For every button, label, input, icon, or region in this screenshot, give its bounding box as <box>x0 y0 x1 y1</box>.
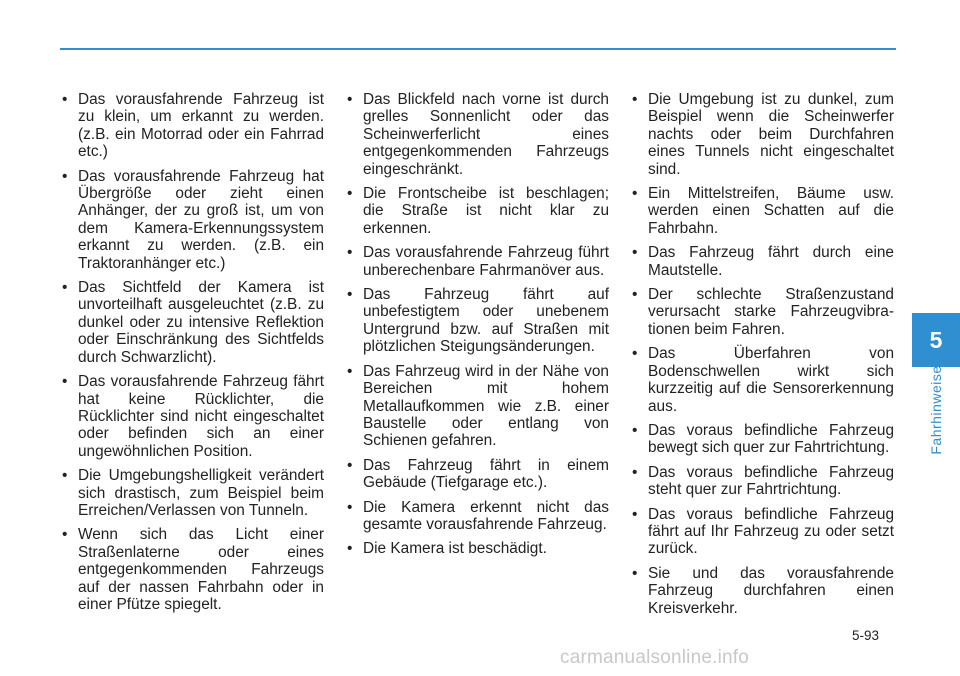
bullet-icon: • <box>62 373 68 391</box>
bullet-icon: • <box>347 244 353 262</box>
list-item <box>347 457 609 492</box>
list-item <box>632 91 894 178</box>
page-number: 5-93 <box>852 628 880 643</box>
bullet-icon: • <box>347 91 353 108</box>
list-item <box>62 526 324 613</box>
list-item-text: Das vorausfahrende Fahrzeug fährt hat keine Rücklichter, die Rücklichter sind nicht eingeschaltet oder befinden sich an einer ungewöhnlichen Position. <box>78 373 324 460</box>
list-item <box>62 279 324 366</box>
list-item <box>632 185 894 237</box>
bullet-icon: • <box>632 244 638 262</box>
list-item-text: Das Fahrzeug wird in der Nähe von Bereichen mit hohem Metallaufkommen wie z.B. einer Baustelle oder entlang von Schienen gefahren. <box>363 362 609 450</box>
text-column-2 <box>347 91 609 565</box>
list-item-text: Die Kamera erkennt nicht das gesamte vorausfahrende Fahrzeug. <box>363 498 609 533</box>
list-item <box>347 244 609 279</box>
bullet-icon: • <box>347 456 353 474</box>
list-item-text: Das Überfahren von Bodenschwellen wirkt sich kurzzeitig auf die Sensorerkennung aus. <box>648 345 894 415</box>
list-item <box>347 185 609 237</box>
list-item <box>347 363 609 450</box>
bullet-icon: • <box>632 463 638 481</box>
list-item-text: Das Fahrzeug fährt auf unbefestigtem oder unebenem Untergrund bzw. auf Straßen mit plötzlichen Steigungsänderungen. <box>363 286 609 356</box>
bullet-icon: • <box>632 505 638 523</box>
list-item-text: Das vorausfahrende Fahrzeug ist zu klein, um erkannt zu werden. (z.B. ein Motorrad oder ein Fahrrad etc.) <box>78 91 324 161</box>
bullet-icon: • <box>62 167 68 185</box>
bullet-icon: • <box>632 564 638 582</box>
bullet-icon: • <box>62 279 68 297</box>
list-item-text: Die Frontscheibe ist beschlagen; die Straße ist nicht klar zu erkennen. <box>363 185 609 237</box>
text-column-1 <box>62 91 324 620</box>
list-item <box>62 168 324 272</box>
list-item-text: Das voraus befindliche Fahrzeug steht quer zur Fahrtrichtung. <box>648 463 894 499</box>
list-item-text: Ein Mittelstreifen, Bäume usw. werden einen Schatten auf die Fahrbahn. <box>648 185 894 237</box>
list-item-text: Das Fahrzeug fährt durch eine Mautstelle. <box>648 244 894 279</box>
list-item <box>62 91 324 161</box>
bullet-icon: • <box>632 421 638 439</box>
bullet-icon: • <box>347 185 353 203</box>
list-item-text: Die Umgebungshelligkeit verändert sich drastisch, zum Beispiel beim Erreichen/Verlassen von Tunneln. <box>78 467 324 519</box>
list-item <box>347 540 609 557</box>
list-item <box>347 499 609 534</box>
bullet-icon: • <box>62 467 68 485</box>
chapter-label: Fahrhinweise <box>928 365 944 455</box>
list-item <box>632 464 894 499</box>
list-item <box>632 286 894 338</box>
bullet-icon: • <box>347 540 353 558</box>
bullet-icon: • <box>632 91 638 108</box>
list-item-text: Das vorausfahrende Fahrzeug führt unberechenbare Fahrmanöver aus. <box>363 244 609 279</box>
bullet-icon: • <box>347 362 353 380</box>
list-item <box>632 506 894 558</box>
list-item-text: Die Umgebung ist zu dunkel, zum Beispiel wenn die Scheinwerfer nachts oder beim Durchfahren eines Tunnels nicht eingeschaltet sind. <box>648 91 894 178</box>
text-column-3 <box>632 91 894 624</box>
list-item-text: Der schlechte Straßenzustand verursacht starke Fahrzeugvibrationen beim Fahren. <box>648 286 894 338</box>
bullet-icon: • <box>632 185 638 203</box>
header-rule <box>60 48 896 50</box>
list-item-text: Das vorausfahrende Fahrzeug hat Übergröße oder zieht einen Anhänger, der zu groß ist, um von dem Kamera-Erkennungssystem erkannt zu werden. (z.B. ein Traktoranhänger etc.) <box>78 167 324 272</box>
list-item-text: Das voraus befindliche Fahrzeug bewegt sich quer zur Fahrtrichtung. <box>648 421 894 457</box>
list-item-text: Die Kamera ist beschädigt. <box>363 540 547 558</box>
bullet-icon: • <box>632 286 638 304</box>
list-item <box>632 565 894 617</box>
list-item-text: Wenn sich das Licht einer Straßenlaterne oder eines entgegenkommenden Fahrzeugs auf der nassen Fahrbahn oder in einer Pfütze spiegelt. <box>78 526 324 613</box>
list-item-text: Das Sichtfeld der Kamera ist unvorteilhaft ausgeleuchtet (z.B. zu dunkel oder zu intensive Reflektion oder Einschränkung des Sichtfelds durch Schwarzlicht). <box>78 279 324 366</box>
bullet-icon: • <box>347 498 353 516</box>
list-item <box>347 91 609 178</box>
list-item <box>632 345 894 415</box>
bullet-icon: • <box>347 286 353 304</box>
chapter-tab[interactable]: 5 <box>912 313 960 367</box>
list-item-text: Das Fahrzeug fährt in einem Gebäude (Tiefgarage etc.). <box>363 456 609 492</box>
bullet-icon: • <box>632 345 638 363</box>
watermark: carmanualsonline.info <box>560 647 750 668</box>
list-item <box>632 422 894 457</box>
bullet-icon: • <box>62 526 68 544</box>
list-item <box>632 244 894 279</box>
list-item-text: Das voraus befindliche Fahrzeug fährt auf Ihr Fahrzeug zu oder setzt zurück. <box>648 505 894 558</box>
list-item <box>62 373 324 460</box>
bullet-icon: • <box>62 91 68 108</box>
list-item-text: Das Blickfeld nach vorne ist durch grelles Sonnenlicht oder das Scheinwerferlicht eines entgegenkommenden Fahrzeugs eingeschränkt. <box>363 91 609 178</box>
list-item <box>62 467 324 519</box>
list-item-text: Sie und das vorausfahrende Fahrzeug durchfahren einen Kreisverkehr. <box>648 564 894 617</box>
list-item <box>347 286 609 356</box>
